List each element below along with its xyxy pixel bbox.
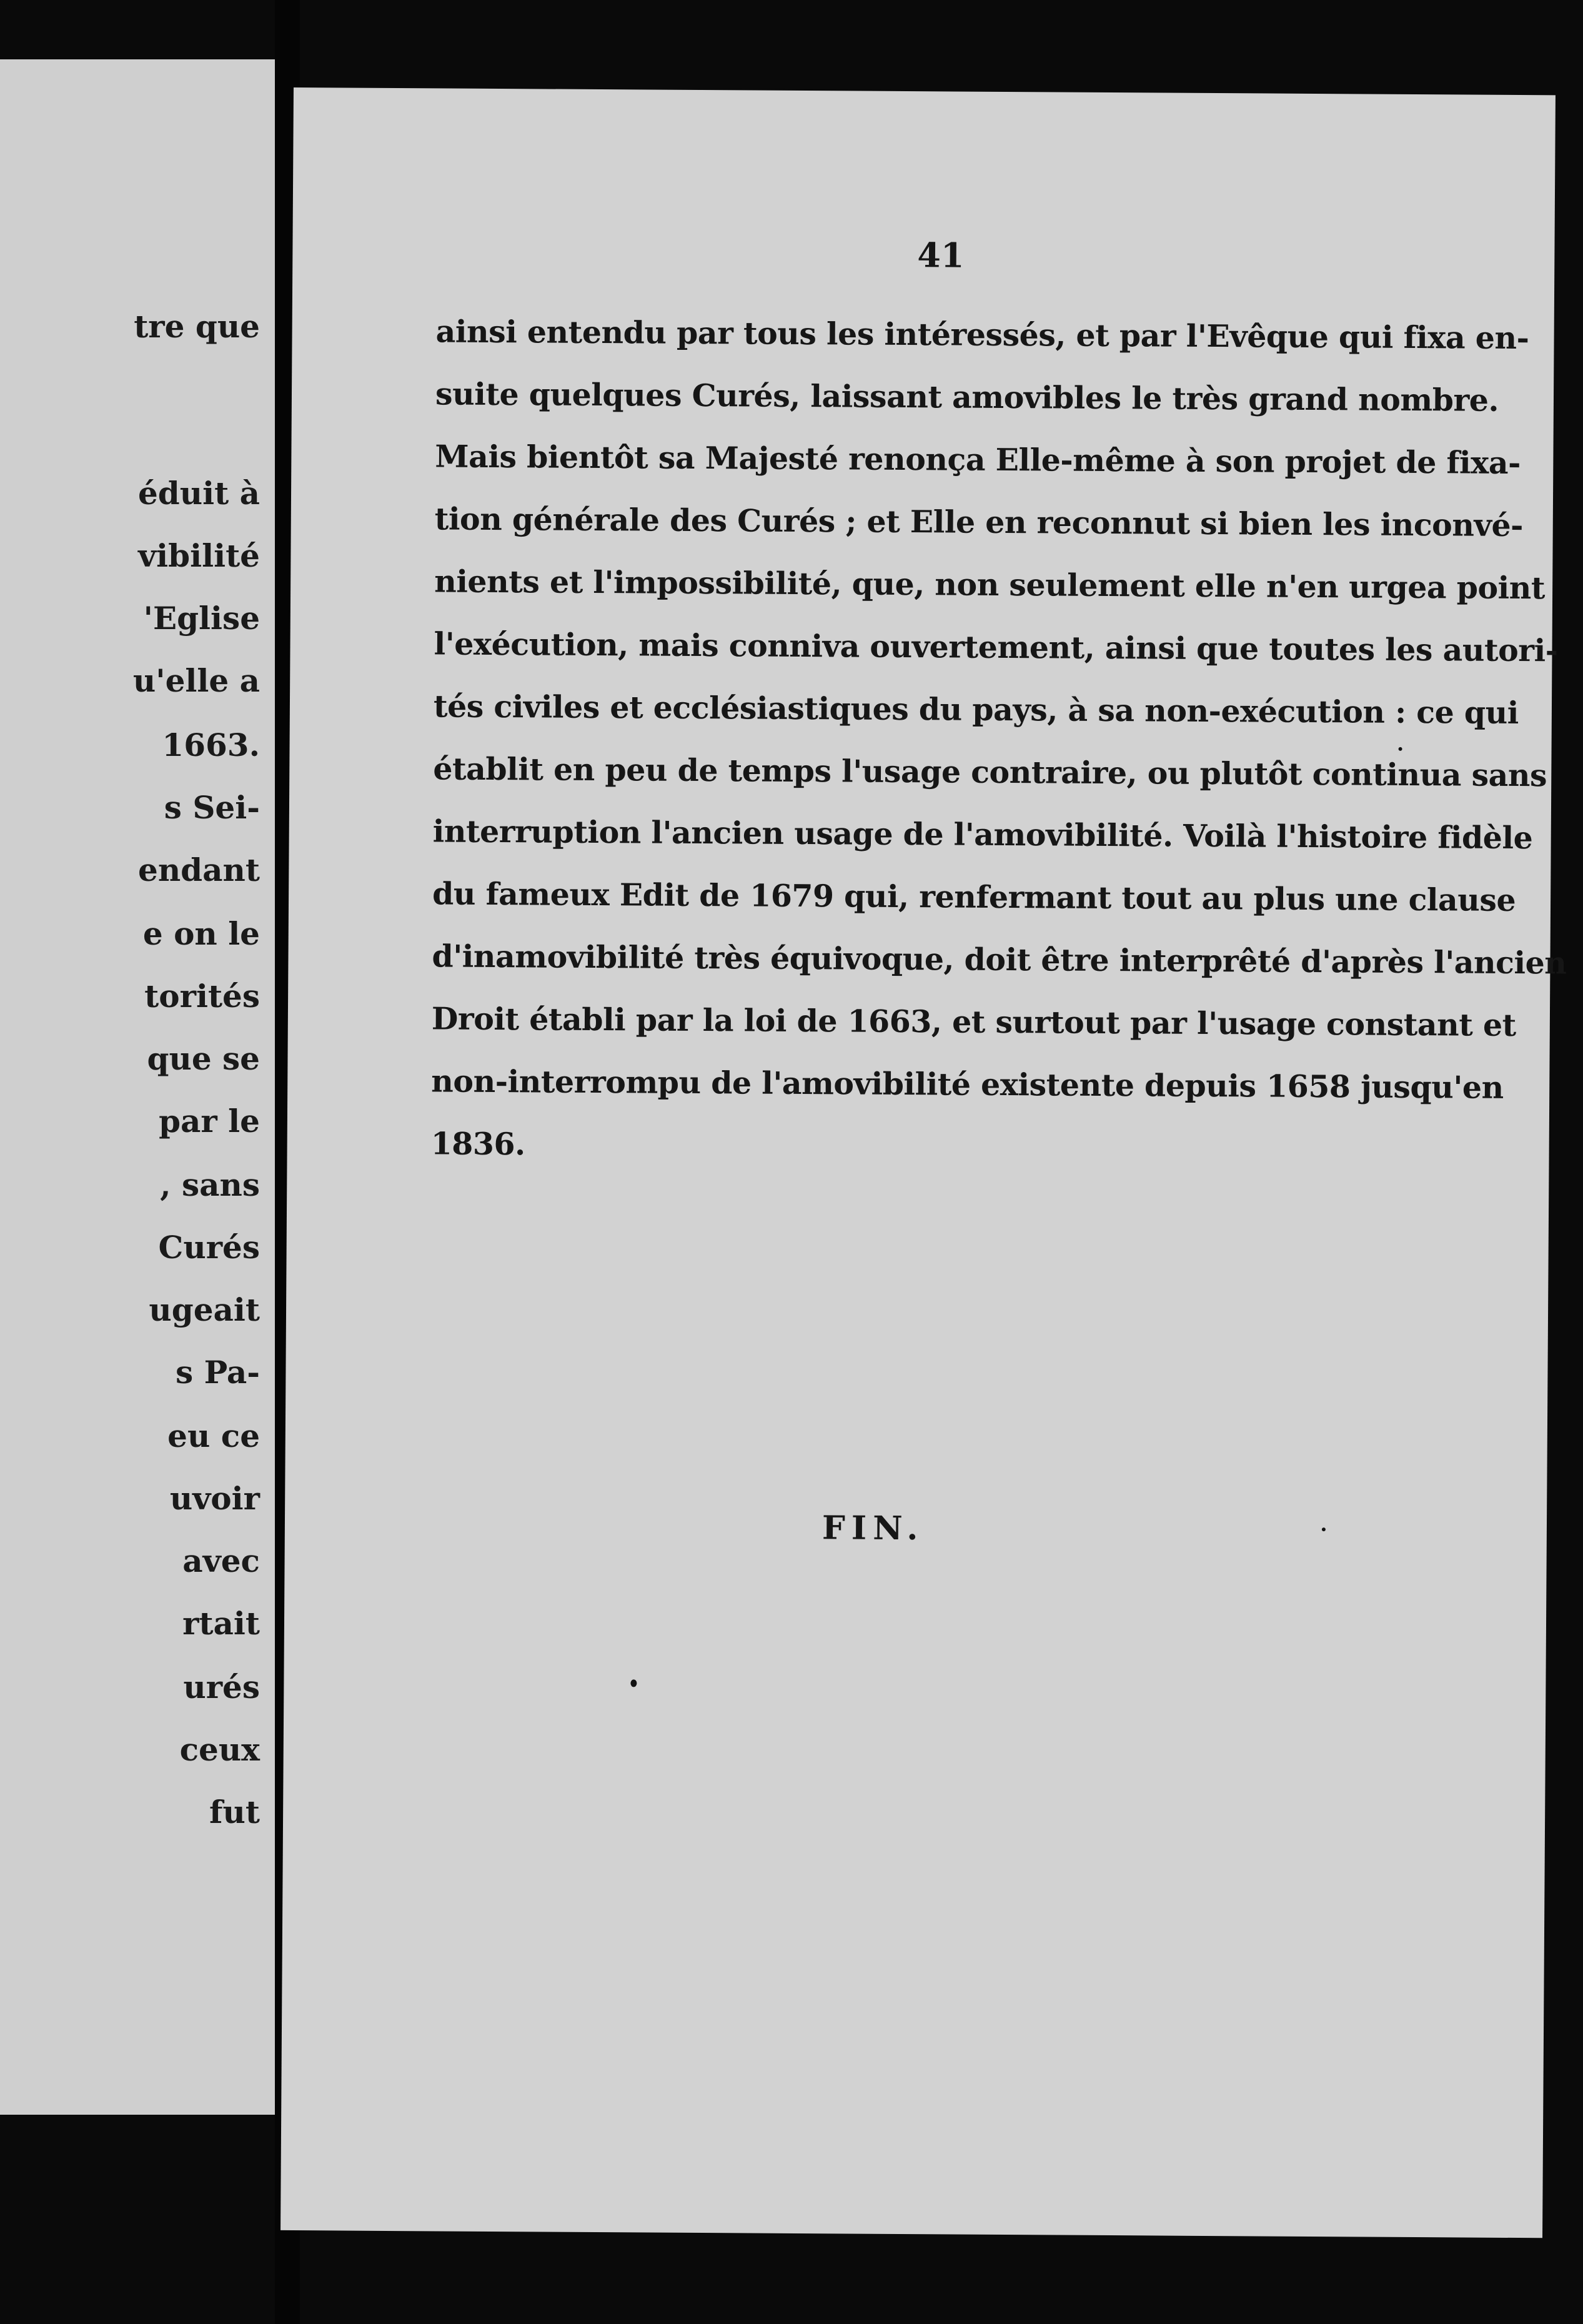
previous-page-line: , sans [160,1166,260,1203]
previous-page-line: rtait [182,1605,260,1642]
previous-page-line: s Sei- [164,789,260,826]
text-line: suite quelques Curés, laissant amovibles le très grand nombre. [435,375,1499,419]
text-line: nients et l'impossibilité, que, non seulement elle n'en urgea point [434,563,1546,607]
body-text [430,313,1567,1163]
previous-page-line: éduit à [137,475,260,512]
text-line: tion générale des Curés ; et Elle en reconnut si bien les inconvé- [434,500,1524,544]
previous-page-line: fut [209,1794,260,1830]
previous-page-line: torités [144,978,260,1015]
previous-page-line: ceux [179,1731,260,1768]
text-line: Droit établi par la loi de 1663, et surtout par l'usage constant et [431,1000,1516,1043]
previous-page-line: s Pa- [176,1354,260,1391]
previous-page-line: tre que [134,308,260,345]
text-line: du fameux Edit de 1679 qui, renfermant tout au plus une clause [432,875,1516,918]
text-line: l'exécution, mais conniva ouvertement, ainsi que toutes les autori- [434,625,1558,669]
previous-page-line: endant [138,852,260,888]
previous-page-line: eu ce [167,1418,260,1454]
text-line: Mais bientôt sa Majesté renonça Elle-même à son projet de fixa- [435,438,1521,482]
previous-page-line: u'elle a [132,662,260,699]
text-line: établit en peu de temps l'usage contraire, ou plutôt continua sans [433,750,1547,794]
text-line: tés civiles et ecclésiastiques du pays, à sa non-exécution : ce qui [433,688,1519,731]
ink-speck [630,1679,637,1687]
previous-page-line: 1663. [162,727,260,763]
previous-page-line: par le [159,1103,260,1140]
current-page [280,87,1567,2238]
previous-page-line: ugeait [149,1291,260,1328]
previous-page-line: e on le [142,915,260,952]
page-number: 41 [917,235,965,276]
previous-page-line: 'Eglise [143,600,260,637]
previous-page-line: vibilité [138,537,260,574]
text-line: interruption l'ancien usage de l'amovibilité. Voilà l'histoire fidèle [432,813,1533,857]
ink-speck [1399,747,1402,751]
ink-speck [1322,1527,1326,1531]
text-line: 1836. [430,1125,525,1163]
text-line: non-interrompu de l'amovibilité existente depuis 1658 jusqu'en [431,1063,1504,1106]
previous-page-line: uvoir [169,1480,260,1517]
end-mark: FIN. [821,1509,925,1548]
previous-page-line: avec [182,1542,260,1579]
previous-page [0,59,275,2115]
text-line: ainsi entendu par tous les intéressés, et par l'Evêque qui fixa en- [435,313,1529,357]
text-line: d'inamovibilité très équivoque, doit être interprêté d'après l'ancien [432,938,1567,981]
previous-page-line: urés [183,1669,260,1706]
previous-page-line: que se [147,1040,260,1077]
previous-page-line: Curés [158,1229,260,1266]
